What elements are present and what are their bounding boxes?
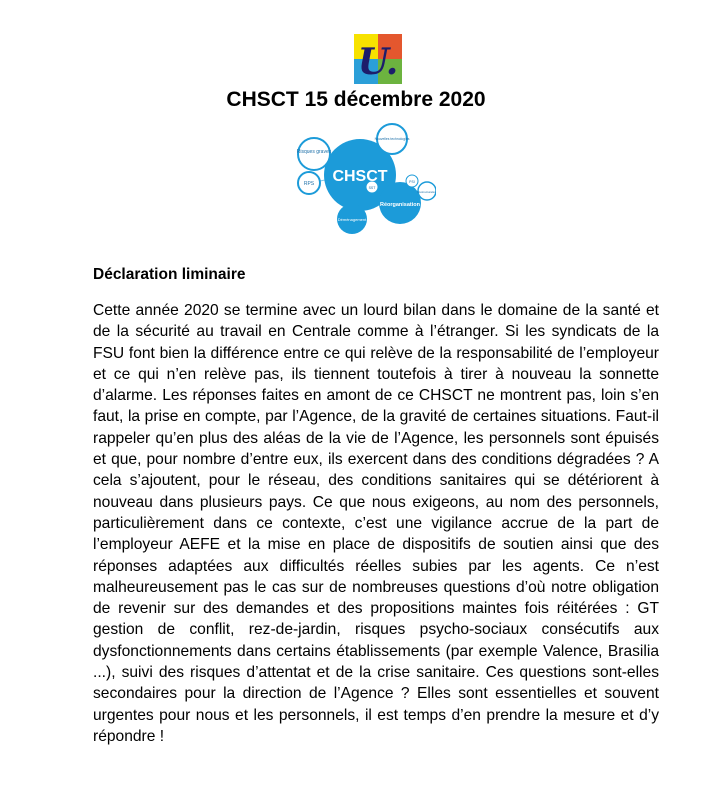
logo-letter: U. — [357, 41, 399, 83]
union-logo — [354, 34, 402, 84]
diagram-bubble-label: Déménagement — [337, 217, 367, 222]
diagram-bubble-label: Risques graves — [296, 149, 332, 155]
diagram-bubble-label: PSI — [409, 180, 415, 184]
diagram-bubble-label: Nouvelles technologies — [374, 137, 410, 141]
page-title: CHSCT 15 décembre 2020 — [226, 88, 486, 111]
chsct-bubble-diagram — [288, 123, 436, 235]
diagram-bubble-label: Réorganisation — [379, 202, 421, 208]
diagram-bubble-label: RPS — [303, 181, 315, 187]
diagram-center-label: CHSCT — [332, 168, 388, 185]
diagram-bubble-label: SST — [368, 186, 376, 190]
diagram-bubble-label: Restructuration — [417, 190, 436, 194]
section-heading: Déclaration liminaire — [93, 266, 246, 283]
declaration-paragraph: Cette année 2020 se termine avec un lourd bilan dans le domaine de la santé et de la sécurité au travail en Centrale comme à l’étranger. Si les syndicats de la FSU font bien la différence entre ce qui relève de la responsabilité de l’employeur et ce qui n’en relève pas, ils tiennent toutefois à tirer à nouveau la sonnette d’alarme. Les réponses faites en amont de ce CHSCT ne montrent pas, loin s’en faut, la prise en compte, par l’Agence, de la gravité de certaines situations. Faut-il rappeler qu’en plus des aléas de la vie de l’Agence, les personnels sont épuisés et que, pour nombre d’entre eux, ils exercent dans des conditions dégradées ? A cela s’ajoutent, pour le réseau, des conditions sanitaires qui se détériorent à nouveau dans plusieurs pays. Ce que nous exigeons, au nom des personnels, particulièrement dans ce contexte, c’est une vigilance accrue de la part de l’employeur AEFE et la mise en place de dispositifs de soutien ainsi que des réponses adaptées aux difficultés réelles subies par les agents. Ce n’est malheureusement pas le cas sur de nombreuses questions d’où notre obligation de revenir sur des demandes et des propositions maintes fois réitérées : GT gestion de conflit, rez-de-jardin, risques psycho-sociaux consécutifs aux dysfonctionnements dans certains établissements (par exemple Valence, Brasilia ...), suivi des risques d’attentat et de la crise sanitaire. Ces questions sont-elles secondaires pour la direction de l’Agence ? Elles sont essentielles et souvent urgentes pour nous et les personnels, il est temps d’en prendre la mesure et d’y répondre ! — [93, 302, 659, 745]
